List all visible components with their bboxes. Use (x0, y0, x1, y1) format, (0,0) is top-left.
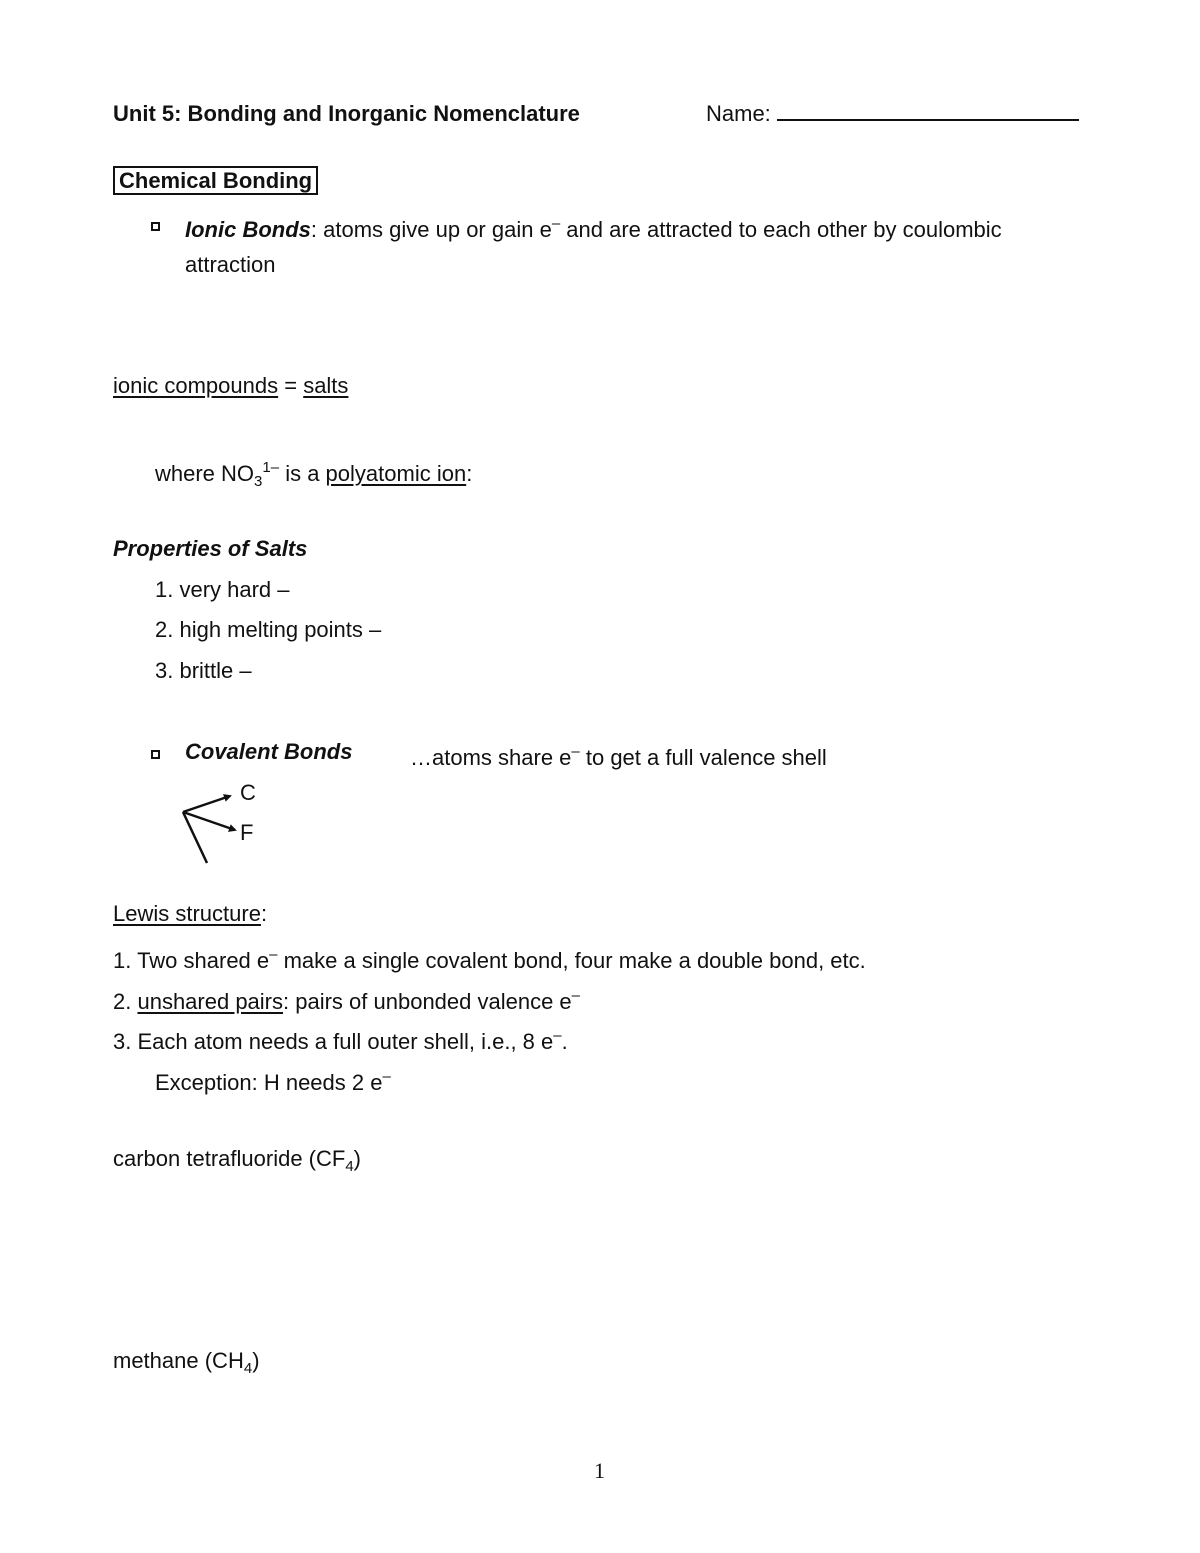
name-label: Name: (706, 101, 771, 126)
cf4-prefix: carbon tetrafluoride (CF (113, 1146, 346, 1171)
property-item: 2. high melting points – (155, 617, 382, 642)
rule2-num: 2. (113, 989, 138, 1014)
salts-definition (113, 372, 348, 400)
ionic-bonds-text: : atoms give up or gain e (310, 217, 552, 242)
document-title: Unit 5: Bonding and Inorganic Nomenclature (113, 101, 580, 126)
cf4-subscript: 4 (345, 1158, 354, 1175)
polyatomic-mid: is a (279, 461, 326, 486)
covalent-electron-charge: – (571, 743, 580, 760)
arrow-to-c (183, 796, 230, 812)
cf4-example (113, 1145, 361, 1181)
exception-charge: – (382, 1068, 391, 1085)
exception-before: Exception: H needs 2 e (155, 1070, 383, 1095)
rule3-after: . (561, 1029, 568, 1054)
cf4-suffix: ) (353, 1146, 361, 1171)
ionic-electron-charge: – (551, 215, 561, 232)
polyatomic-colon: : (466, 461, 473, 486)
salts-term: salts (303, 373, 349, 398)
ionic-bonds-line2: attraction (185, 252, 276, 277)
section-title-box: Chemical Bonding (113, 166, 318, 195)
polyatomic-line (155, 454, 472, 496)
lewis-heading-line (113, 900, 267, 928)
rule3-charge: – (553, 1027, 562, 1044)
nitrate-charge: 1– (262, 459, 280, 476)
rule3-before: 3. Each atom needs a full outer shell, i.e., 8 e (113, 1029, 554, 1054)
ch4-example (113, 1347, 260, 1383)
page-number: 1 (594, 1458, 605, 1483)
ch4-subscript: 4 (243, 1360, 253, 1377)
lewis-rule-3 (113, 1022, 568, 1056)
covalent-text-before: …atoms share e (410, 745, 572, 770)
name-blank-line (777, 101, 1079, 121)
ch4-prefix: methane (CH (113, 1348, 244, 1373)
properties-heading: Properties of Salts (113, 536, 308, 561)
equals-sign: = (278, 373, 304, 398)
lewis-rule-2 (113, 982, 580, 1016)
polyatomic-ion-term: polyatomic ion (325, 461, 467, 486)
covalent-text-after: to get a full valence shell (579, 745, 827, 770)
name-field (706, 100, 1079, 128)
rule1-before: 1. Two shared e (113, 948, 270, 973)
covalent-bonds-term: Covalent Bonds (185, 739, 353, 764)
property-item: 3. brittle – (155, 658, 252, 683)
lewis-exception (155, 1063, 391, 1097)
covalent-bonds-text (410, 738, 827, 772)
section-title (113, 167, 318, 195)
ionic-bonds-term: Ionic Bonds (185, 217, 311, 242)
lewis-rule-1 (113, 941, 866, 975)
arrow-label-f: F (240, 820, 254, 845)
square-bullet-icon (151, 222, 160, 231)
lewis-colon: : (260, 901, 268, 926)
lewis-heading: Lewis structure (113, 901, 261, 926)
rule1-after: make a single covalent bond, four make a double bond, etc. (277, 948, 866, 973)
ionic-bonds-text-cont: and are attracted to each other by coulombic (560, 217, 1002, 242)
ionic-compounds-term: ionic compounds (113, 373, 279, 398)
unshared-pairs-term: unshared pairs (137, 989, 284, 1014)
arrow-label-c: C (240, 780, 256, 805)
ionic-bonds-line (185, 210, 1002, 244)
property-item: 1. very hard – (155, 577, 290, 602)
rule2-after: : pairs of unbonded valence e (283, 989, 572, 1014)
ch4-suffix: ) (252, 1348, 260, 1373)
nitrate-subscript: 3 (254, 473, 263, 490)
polyatomic-prefix: where NO (155, 461, 255, 486)
rule1-charge: – (269, 946, 278, 963)
rule2-charge: – (571, 987, 581, 1004)
square-bullet-icon (151, 750, 160, 759)
